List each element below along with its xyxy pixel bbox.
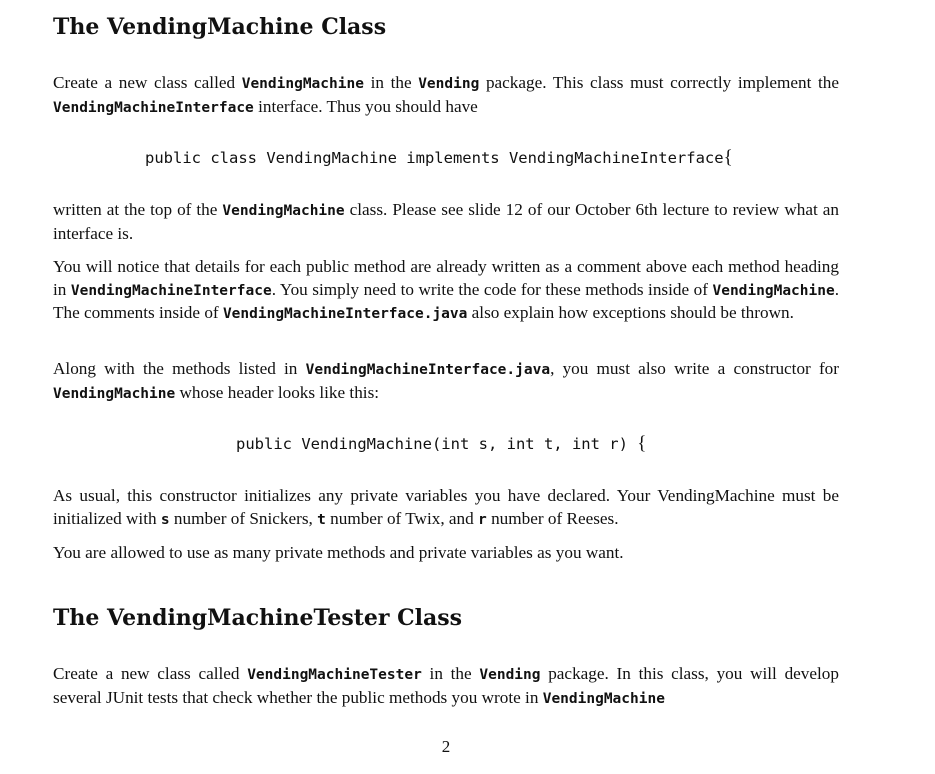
paragraph-usual: As usual, this constructor initializes any private variables you have declared. Your VendingMachine must be initialized with s number of Snickers, t number of Twix, and r number of Reeses. (53, 486, 839, 528)
section-title-vendingmachinetester: The VendingMachineTester Class (53, 605, 463, 631)
paragraph-notice: You will notice that details for each public method are already written as a comment above each method heading in VendingMachineInterface. You simply need to write the code for these methods inside of VendingMachine. The comments inside of VendingMachineInterface.java also explain how exceptions should be thrown. (53, 257, 839, 322)
inline-code: VendingMachine (712, 282, 835, 299)
inline-code: VendingMachineInterface (70, 282, 272, 299)
inline-code: VendingMachine (542, 690, 665, 707)
section-title-vendingmachine: The VendingMachine Class (53, 14, 387, 40)
paragraph-constructor: Along with the methods listed in VendingMachineInterface.java, you must also write a constructor for VendingMachine whose header looks like this: (53, 359, 840, 402)
inline-code: VendingMachineInterface.java (305, 362, 551, 378)
inline-code: VendingMachineInterface (53, 99, 254, 116)
page-number: 2 (441, 737, 451, 756)
inline-code: r (478, 511, 487, 528)
code-class-declaration: public class VendingMachine implements VendingMachineInterface{ (145, 147, 733, 168)
paragraph-intro: Create a new class called VendingMachine in the Vending package. This class must correctly implement the VendingMachineInterface interface. Thus you should have (53, 73, 839, 116)
inline-code: Vending (479, 667, 541, 683)
paragraph-tester-intro: Create a new class called VendingMachineTester in the Vending package. In this class, you will develop several JUnit tests that check whether the public methods you wrote in VendingMachine (53, 664, 839, 707)
paragraph-after-declaration: written at the top of the VendingMachine class. Please see slide 12 of our October 6th lecture to review what an interface is. (53, 200, 839, 243)
code-constructor-header: public VendingMachine(int s, int t, int r) { (236, 433, 647, 454)
paragraph-allowed: You are allowed to use as many private methods and private variables as you want. (53, 543, 624, 562)
inline-code: VendingMachineTester (247, 667, 422, 683)
inline-code: s (160, 511, 170, 528)
inline-code: Vending (418, 76, 480, 92)
inline-code: VendingMachine (241, 76, 364, 92)
inline-code: VendingMachineInterface.java (222, 306, 468, 322)
inline-code: t (317, 511, 326, 528)
inline-code: VendingMachine (53, 385, 176, 402)
inline-code: VendingMachine (222, 203, 345, 219)
